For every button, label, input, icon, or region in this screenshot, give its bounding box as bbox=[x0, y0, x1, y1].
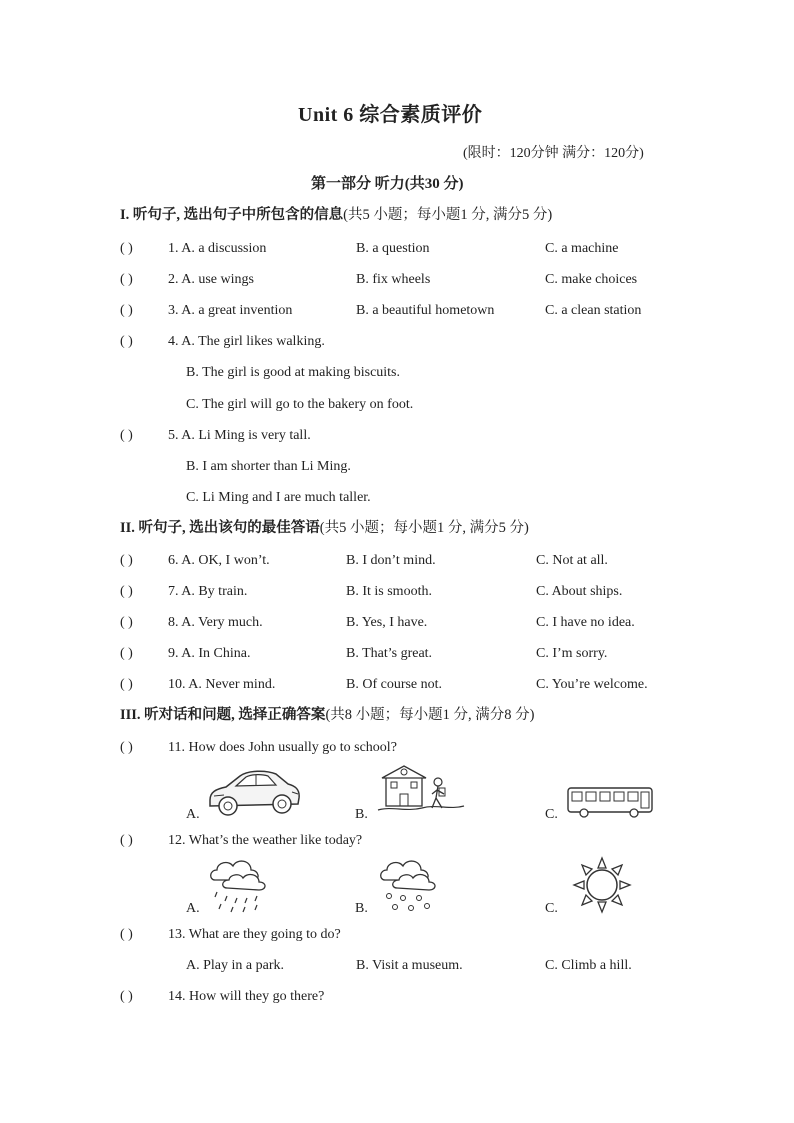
q1-option-a: 1. A. a discussion bbox=[168, 241, 267, 256]
q11-label-b: B. bbox=[355, 807, 368, 822]
q12-question: 12. What’s the weather like today? bbox=[168, 833, 363, 848]
answer-blank[interactable]: ( ) bbox=[120, 334, 133, 349]
page-title: Unit 6 综合素质评价 bbox=[298, 104, 483, 126]
sun-icon bbox=[566, 854, 638, 916]
q10-option-a: 10. A. Never mind. bbox=[168, 677, 276, 692]
answer-blank[interactable]: ( ) bbox=[120, 740, 133, 755]
q11-label-a: A. bbox=[186, 807, 200, 822]
q5-option-a: 5. A. Li Ming is very tall. bbox=[168, 428, 311, 443]
q10-option-c: C. You’re welcome. bbox=[536, 677, 648, 692]
q8-option-b: B. Yes, I have. bbox=[346, 615, 428, 630]
q6-option-c: C. Not at all. bbox=[536, 553, 608, 568]
q7-option-b: B. It is smooth. bbox=[346, 584, 432, 599]
time-limit: (限时：120分钟 满分：120分) bbox=[463, 146, 644, 161]
q6-option-a: 6. A. OK, I won’t. bbox=[168, 553, 270, 568]
answer-blank[interactable]: ( ) bbox=[120, 615, 133, 630]
car-icon bbox=[206, 762, 302, 820]
q8-option-c: C. I have no idea. bbox=[536, 615, 635, 630]
snow-icon bbox=[375, 852, 441, 914]
answer-blank[interactable]: ( ) bbox=[120, 272, 133, 287]
q10-option-b: B. Of course not. bbox=[346, 677, 443, 692]
q13-option-b: B. Visit a museum. bbox=[356, 958, 463, 973]
q3-option-b: B. a beautiful hometown bbox=[356, 303, 495, 318]
q13-option-a: A. Play in a park. bbox=[186, 958, 284, 973]
q12-label-b: B. bbox=[355, 901, 368, 916]
q11-question: 11. How does John usually go to school? bbox=[168, 740, 397, 755]
q5-option-b: B. I am shorter than Li Ming. bbox=[186, 459, 351, 474]
q1-option-c: C. a machine bbox=[545, 241, 619, 256]
q7-option-a: 7. A. By train. bbox=[168, 584, 248, 599]
section-1-title: I. 听句子, 选出句子中所包含的信息 bbox=[120, 207, 344, 223]
answer-blank[interactable]: ( ) bbox=[120, 989, 133, 1004]
q12-label-c: C. bbox=[545, 901, 558, 916]
section-2-note: (共5 小题；每小题1 分, 满分5 分) bbox=[319, 520, 529, 536]
q7-option-c: C. About ships. bbox=[536, 584, 623, 599]
q3-option-c: C. a clean station bbox=[545, 303, 642, 318]
q9-option-c: C. I’m sorry. bbox=[536, 646, 608, 661]
answer-blank[interactable]: ( ) bbox=[120, 833, 133, 848]
answer-blank[interactable]: ( ) bbox=[120, 646, 133, 661]
answer-blank[interactable]: ( ) bbox=[120, 584, 133, 599]
q6-option-b: B. I don’t mind. bbox=[346, 553, 436, 568]
section-1-heading bbox=[120, 207, 552, 223]
q8-option-a: 8. A. Very much. bbox=[168, 615, 263, 630]
section-2-title: II. 听句子, 选出该句的最佳答语 bbox=[120, 520, 320, 536]
rain-icon bbox=[205, 852, 271, 914]
q2-option-b: B. fix wheels bbox=[356, 272, 431, 287]
q13-question: 13. What are they going to do? bbox=[168, 927, 341, 942]
q14-question: 14. How will they go there? bbox=[168, 989, 325, 1004]
q5-option-c: C. Li Ming and I are much taller. bbox=[186, 490, 371, 505]
answer-blank[interactable]: ( ) bbox=[120, 303, 133, 318]
q12-label-a: A. bbox=[186, 901, 200, 916]
q2-option-a: 2. A. use wings bbox=[168, 272, 254, 287]
section-1-note: (共5 小题；每小题1 分, 满分5 分) bbox=[343, 207, 553, 223]
section-3-title: III. 听对话和问题, 选择正确答案 bbox=[120, 707, 326, 723]
answer-blank[interactable]: ( ) bbox=[120, 677, 133, 692]
section-3-heading bbox=[120, 707, 534, 723]
section-2-heading bbox=[120, 520, 529, 536]
q4-option-b: B. The girl is good at making biscuits. bbox=[186, 365, 401, 380]
answer-blank[interactable]: ( ) bbox=[120, 428, 133, 443]
answer-blank[interactable]: ( ) bbox=[120, 241, 133, 256]
q13-option-c: C. Climb a hill. bbox=[545, 958, 632, 973]
q11-label-c: C. bbox=[545, 807, 558, 822]
part-heading: 第一部分 听力(共30 分) bbox=[311, 176, 464, 192]
answer-blank[interactable]: ( ) bbox=[120, 553, 133, 568]
answer-blank[interactable]: ( ) bbox=[120, 927, 133, 942]
q4-option-a: 4. A. The girl likes walking. bbox=[168, 334, 325, 349]
q2-option-c: C. make choices bbox=[545, 272, 638, 287]
q9-option-a: 9. A. In China. bbox=[168, 646, 251, 661]
q9-option-b: B. That’s great. bbox=[346, 646, 433, 661]
q3-option-a: 3. A. a great invention bbox=[168, 303, 293, 318]
q4-option-c: C. The girl will go to the bakery on foot. bbox=[186, 397, 414, 412]
q1-option-b: B. a question bbox=[356, 241, 430, 256]
section-3-note: (共8 小题；每小题1 分, 满分8 分) bbox=[325, 707, 535, 723]
bus-icon bbox=[566, 784, 654, 820]
school-walking-icon bbox=[372, 762, 468, 822]
